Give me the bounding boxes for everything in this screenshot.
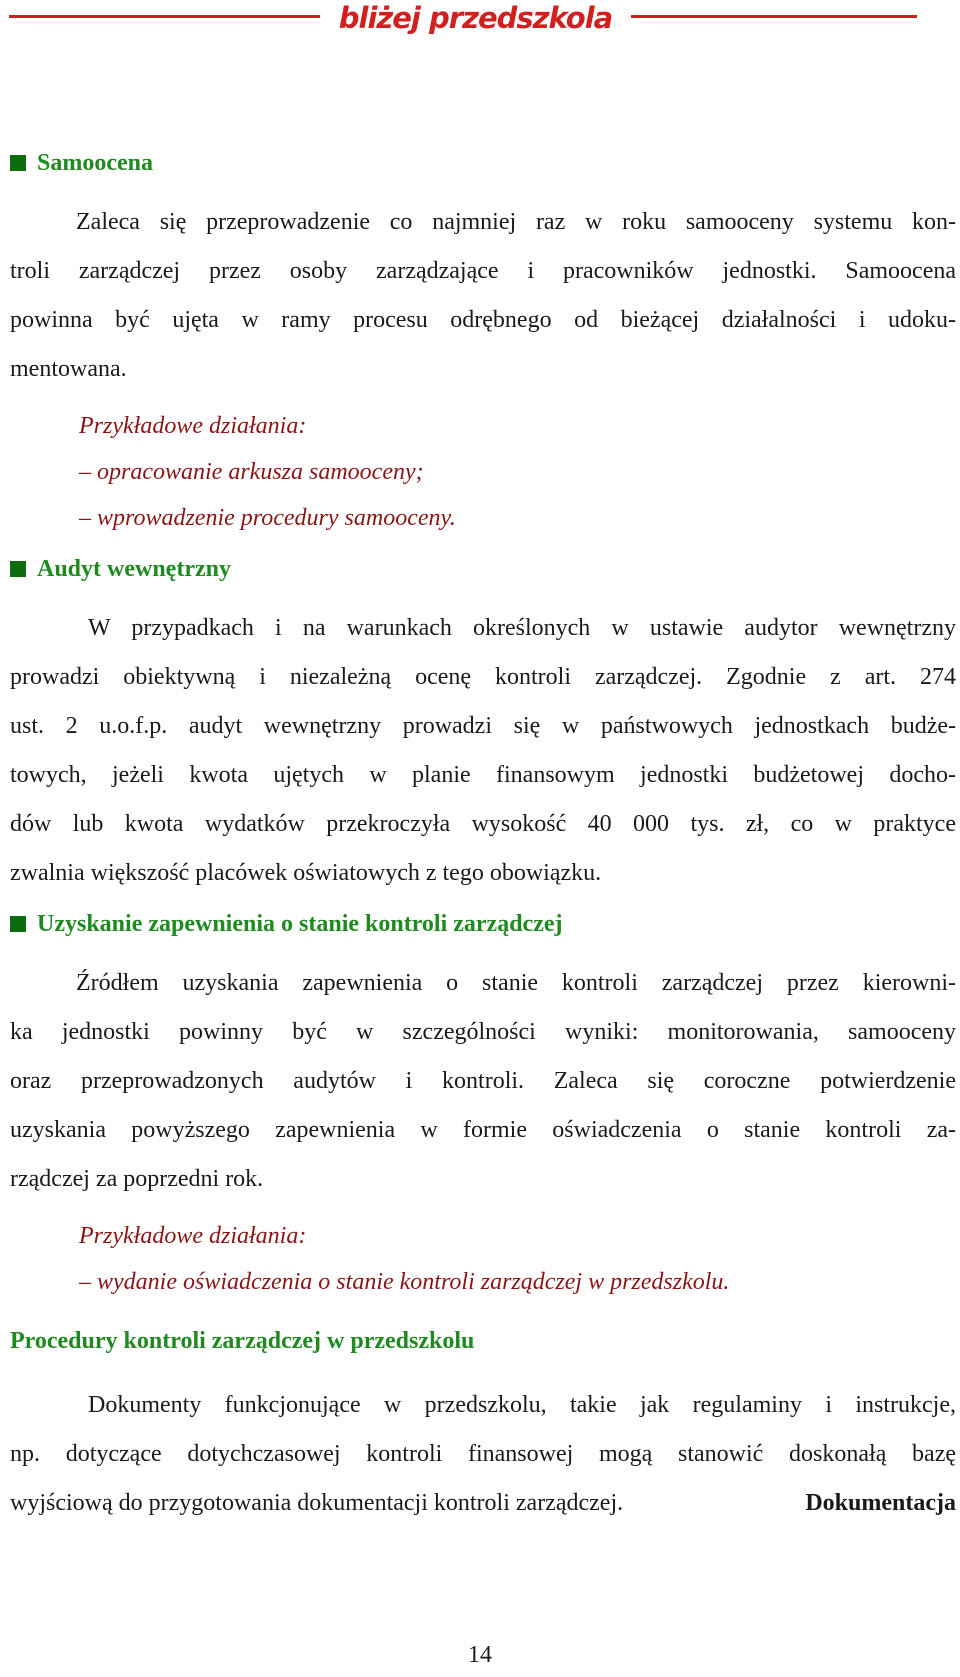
paragraph-audyt: W przypadkach i na warunkach określonych w ustawie audytor wewnętrzny prowadzi obiektywną i niezależną ocenę kontroli zarządczej. Zgodnie z art. 274 ust. 2 u.o.f.p. audyt wewnętrzny prowadzi się w państwowych jednostkach budże- towych, jeżeli kwota ujętych w planie finansowym jednostki budżetowej docho- dów lub kwota wydatków przekroczyła wysokość 40 000 tys. zł, co w praktyce zwalnia większość placówek oświatowych z tego obowiązku. <box>10 615 956 886</box>
page-number: 14 <box>468 1642 492 1668</box>
paragraph-procedury: Dokumenty funkcjonujące w przedszkolu, takie jak regulaminy i instrukcje, np. dotyczące dotychczasowej kontroli finansowej mogą stanowić doskonałą bazę wyjściową do przygotowania dokumentacji kontroli zarządczej. Dokumentacja <box>10 1381 956 1528</box>
square-bullet-icon <box>10 155 26 171</box>
section-heading-zapewnienie: Uzyskanie zapewnienia o stanie kontroli zarządczej <box>10 908 956 940</box>
section-heading-samoocena: Samoocena <box>10 147 956 179</box>
header-rule-right <box>631 15 917 18</box>
bold-word-dokumentacja: Dokumentacja <box>805 1490 956 1516</box>
example-item: – wydanie oświadczenia o stanie kontroli zarządczej w przedszkolu. <box>79 1269 730 1295</box>
section-heading-audyt: Audyt wewnętrzny <box>10 553 956 585</box>
example-item: – opracowanie arkusza samooceny; <box>79 459 424 485</box>
brand-logo-text: bliżej przedszkola <box>338 1 613 35</box>
paragraph-zapewnienie: Źródłem uzyskania zapewnienia o stanie kontroli zarządczej przez kierowni- ka jednostki powinny być w szczególności wyniki: monitorowania, samooceny oraz przeprowadzonych audytów i kontroli. Zaleca się coroczne potwierdzenie uzyskania powyższego zapewnienia w formie oświadczenia o stanie kontroli za- rządczej za poprzedni rok. <box>10 970 956 1192</box>
page-header <box>0 0 960 40</box>
examples-title: Przykładowe działania: <box>79 413 307 439</box>
document-body <box>10 147 956 1528</box>
procedury-last-line: wyjściową do przygotowania dokumentacji kontroli zarządczej. <box>10 1490 624 1516</box>
header-rule-left <box>9 15 320 18</box>
square-bullet-icon <box>10 561 26 577</box>
example-item: – wprowadzenie procedury samooceny. <box>79 505 456 531</box>
square-bullet-icon <box>10 916 26 932</box>
examples-title: Przykładowe działania: <box>79 1223 307 1249</box>
paragraph-samoocena: Zaleca się przeprowadzenie co najmniej raz w roku samooceny systemu kon- troli zarządczej przez osoby zarządzające i pracowników jednostki. Samoocena powinna być ujęta w ramy procesu odrębnego od bieżącej działalności i udoku- mentowana. <box>10 209 956 382</box>
section-heading-procedury: Procedury kontroli zarządczej w przedszkolu <box>10 1328 475 1354</box>
